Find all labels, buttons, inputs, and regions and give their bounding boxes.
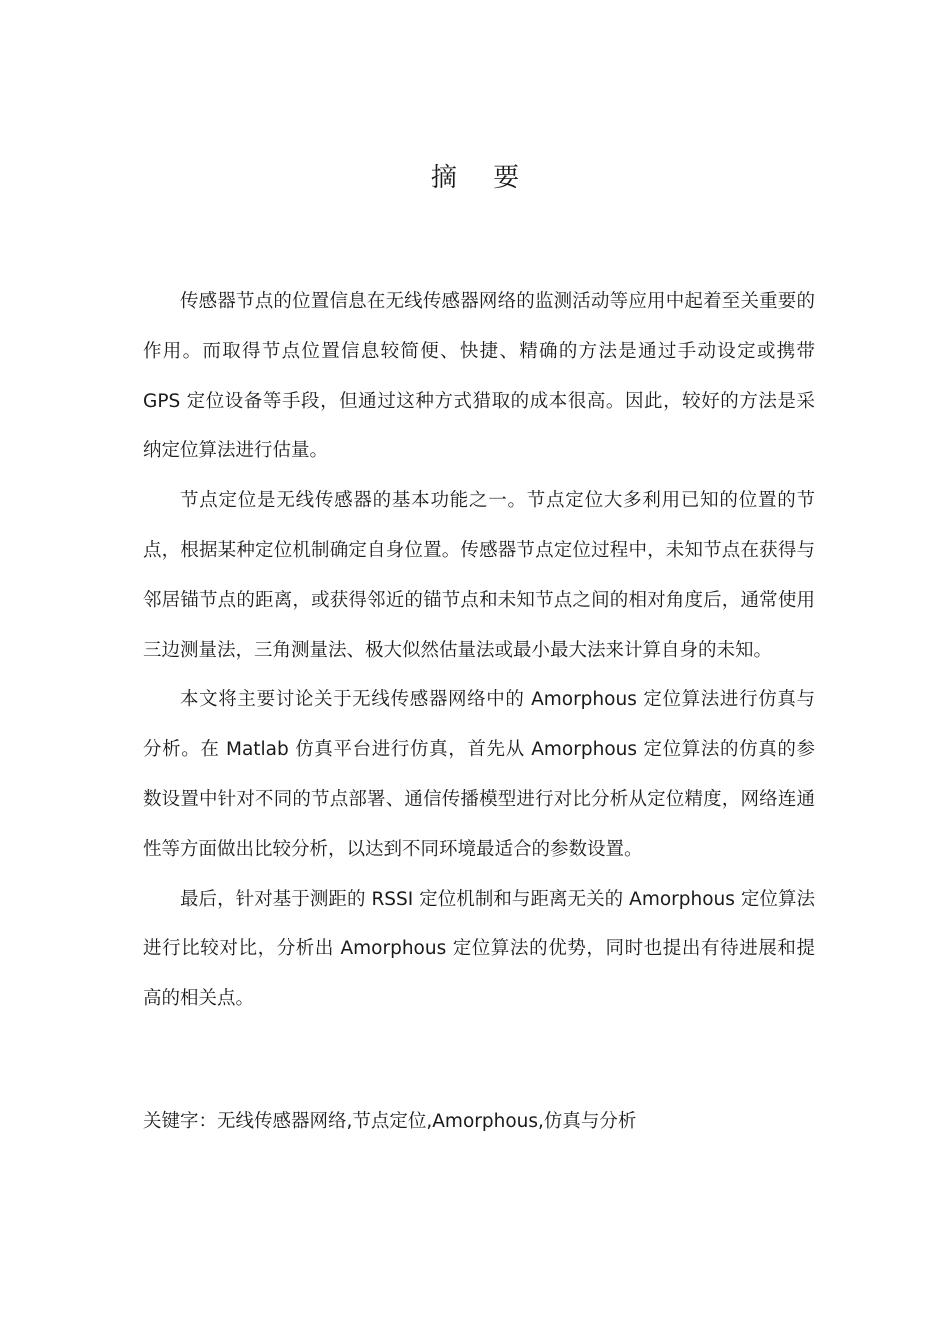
abstract-paragraph-2: 节点定位是无线传感器的基本功能之一。节点定位大多利用已知的位置的节点，根据某种定位机制确定自身位置。传感器节点定位过程中，未知节点在获得与邻居锚节点的距离，或获得邻近的锚节点和未知节点之间的相对角度后，通常使用三边测量法，三角测量法、极大似然估量法或最小最大法来计算自身的未知。	[143, 490, 815, 661]
keywords-line: 关键字：无线传感器网络,节点定位,Amorphous,仿真与分析	[143, 1111, 637, 1132]
abstract-title: 摘 要	[430, 163, 534, 193]
abstract-body	[143, 277, 815, 1024]
abstract-paragraph-3: 本文将主要讨论关于无线传感器网络中的 Amorphous 定位算法进行仿真与分析。在 Matlab 仿真平台进行仿真，首先从 Amorphous 定位算法的仿真的参数设置中针对不同的节点部署、通信传播模型进行对比分析从定位精度，网络连通性等方面做出比较分析，以达到不同环境最适合的参数设置。	[143, 689, 815, 860]
abstract-paragraph-4: 最后，针对基于测距的 RSSI 定位机制和与距离无关的 Amorphous 定位算法进行比较对比，分析出 Amorphous 定位算法的优势，同时也提出有待进展和提高的相关点。	[143, 888, 815, 1010]
abstract-paragraph-1: 传感器节点的位置信息在无线传感器网络的监测活动等应用中起着至关重要的作用。而取得节点位置信息较简便、快捷、精确的方法是通过手动设定或携带 GPS 定位设备等手段，但通过这种方式猎取的成本很高。因此，较好的方法是采纳定位算法进行估量。	[143, 291, 815, 462]
